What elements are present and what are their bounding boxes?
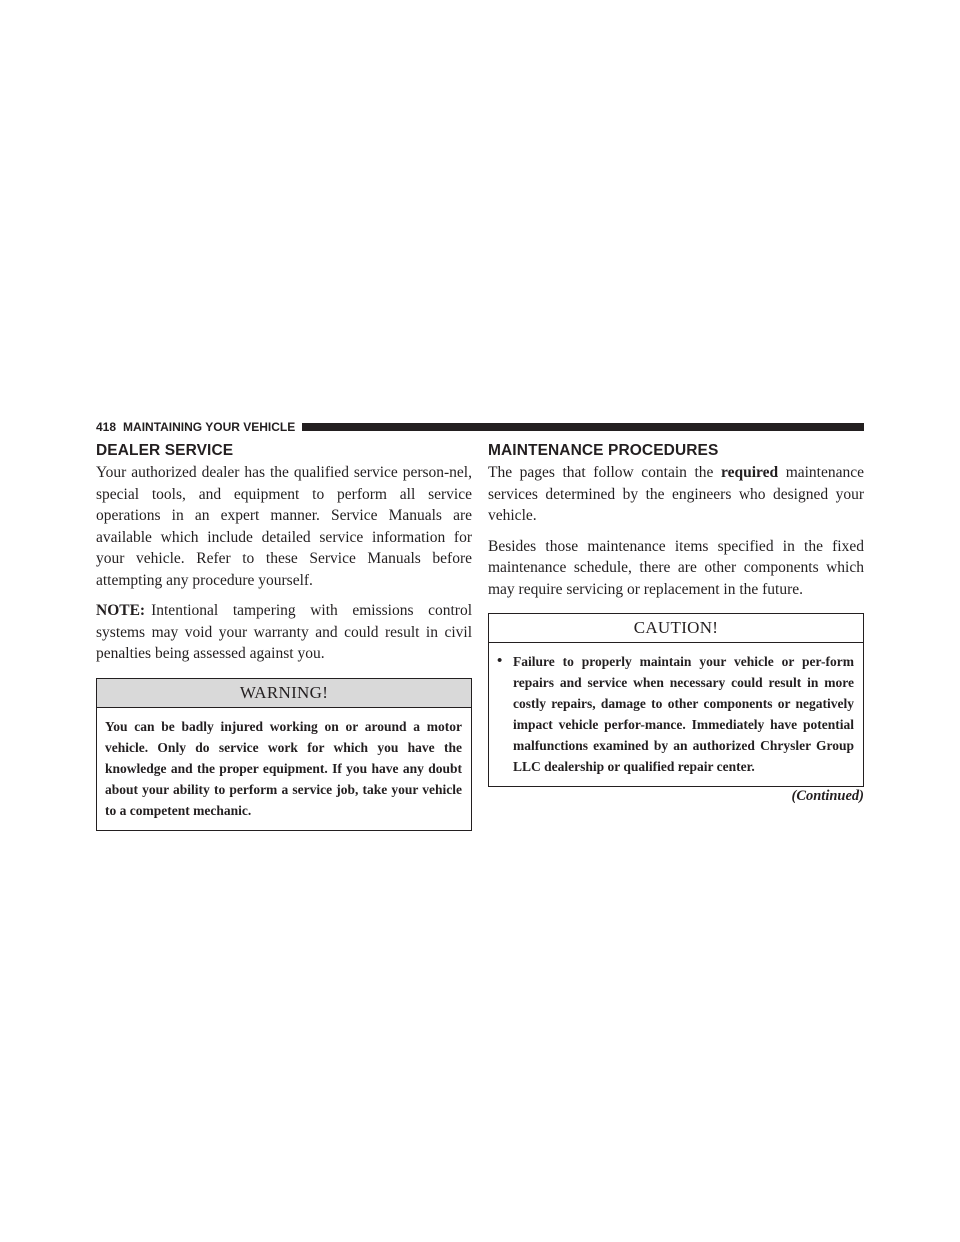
header-rule xyxy=(302,423,864,431)
bullet-icon: • xyxy=(497,653,503,669)
section-title: MAINTAINING YOUR VEHICLE xyxy=(123,420,296,434)
caution-box xyxy=(488,613,864,787)
caution-body xyxy=(489,643,863,786)
maintenance-procedures-heading: MAINTENANCE PROCEDURES xyxy=(488,442,719,459)
paragraph1-after: maintenance services determined by the engineers who designed your vehicle. xyxy=(488,464,865,524)
caution-bullet-item xyxy=(497,651,854,777)
page-number: 418 xyxy=(96,420,117,434)
running-header xyxy=(96,420,864,434)
caution-title: CAUTION! xyxy=(489,614,863,643)
note-paragraph xyxy=(96,600,472,665)
continued-label: (Continued) xyxy=(791,788,864,804)
left-column xyxy=(96,441,472,831)
warning-title: WARNING! xyxy=(97,679,471,708)
paragraph1-before: The pages that follow contain the xyxy=(488,464,714,481)
dealer-service-heading: DEALER SERVICE xyxy=(96,442,234,459)
required-word: required xyxy=(720,464,779,481)
caution-bullet-text: Failure to properly maintain your vehicle or per-form repairs and service when necessary could result in more costly repairs, damage to other components or negatively impact vehicle perfor-mance. Immediately have potential malfunctions examined by an authorized Chrysler Group LLC dealership or qualified repair center. xyxy=(513,654,854,774)
maintenance-paragraph-2: Besides those maintenance items specified in the fixed maintenance schedule, there are other components which may require servicing or replacement in the future. xyxy=(488,537,864,598)
warning-box xyxy=(96,678,472,831)
warning-body: You can be badly injured working on or around a motor vehicle. Only do service work for which you have the knowledge and the proper equipment. If you have any doubt about your ability to perform a service job, take your vehicle to a competent mechanic. xyxy=(105,718,462,818)
dealer-service-paragraph: Your authorized dealer has the qualified service person-nel, special tools, and equipment to perform all service operations in an expert manner. Service Manuals are available which include detailed service information for your vehicle. Refer to these Service Manuals before attempting any procedure yourself. xyxy=(96,464,472,589)
note-label: NOTE: xyxy=(96,602,146,619)
right-column xyxy=(488,441,864,804)
note-text: Intentional tampering with emissions control systems may void your warranty and could result in civil penalties being assessed against you. xyxy=(96,602,472,662)
maintenance-paragraph-1 xyxy=(488,462,864,527)
